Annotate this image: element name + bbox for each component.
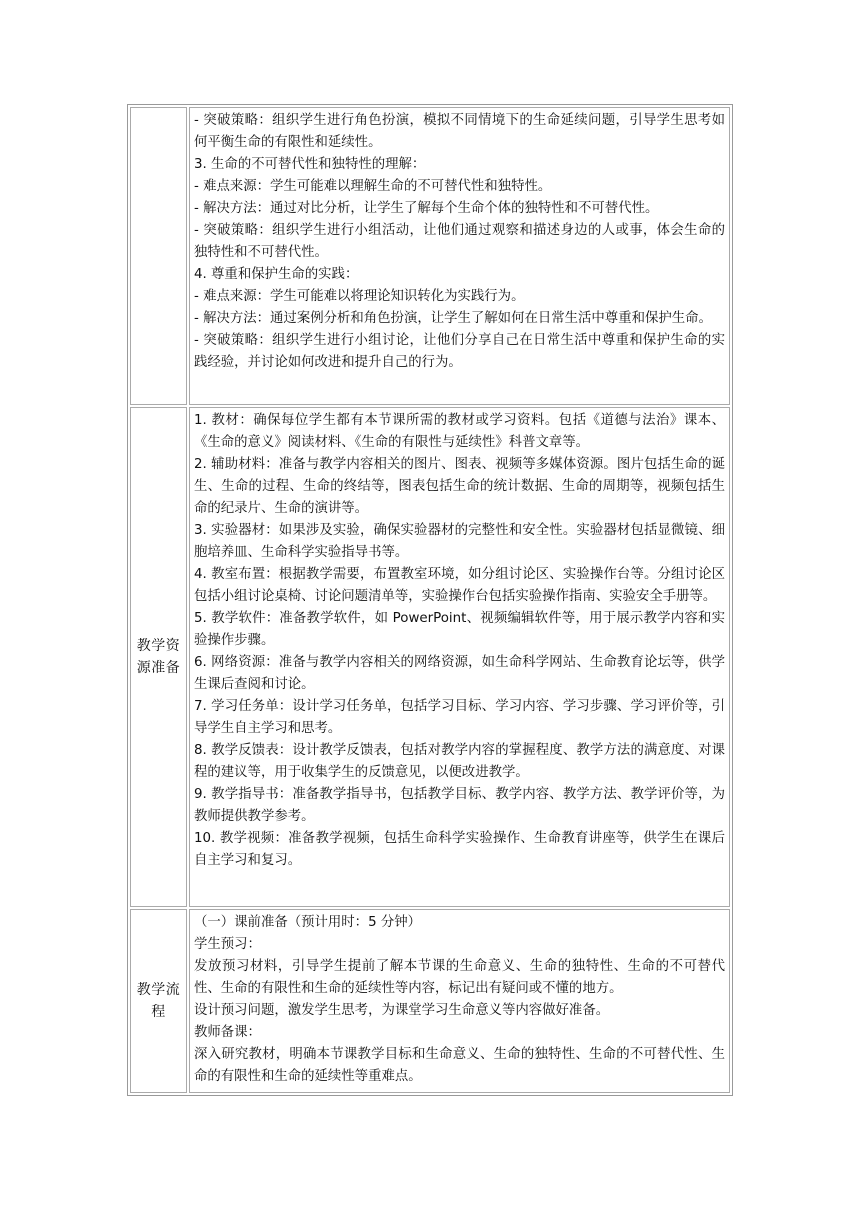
paragraph: 9. 教学指导书：准备教学指导书，包括教学目标、教学内容、教学方法、教学评价等，为教师提供教学参考。 — [194, 787, 725, 824]
table-row — [130, 407, 730, 907]
paragraph: 4. 教室布置：根据教学需要，布置教室环境，如分组讨论区、实验操作台等。分组讨论区包括小组讨论桌椅、讨论问题清单等，实验操作台包括实验操作指南、实验安全手册等。 — [194, 567, 725, 604]
paragraph: - 突破策略：组织学生进行小组活动，让他们通过观察和描述身边的人或事，体会生命的独特性和不可替代性。 — [194, 223, 725, 260]
paragraph: - 突破策略：组织学生进行角色扮演，模拟不同情境下的生命延续问题，引导学生思考如何平衡生命的有限性和延续性。 — [194, 113, 725, 150]
paragraph: - 解决方法：通过对比分析，让学生了解每个生命个体的独特性和不可替代性。 — [194, 201, 659, 216]
difficulty-strategies — [190, 108, 729, 376]
paragraph: 10. 教学视频：准备教学视频，包括生命科学实验操作、生命教育讲座等，供学生在课后自主学习和复习。 — [194, 831, 725, 868]
row-label-cell — [130, 909, 187, 1093]
paragraph: 2. 辅助材料：准备与教学内容相关的图片、图表、视频等多媒体资源。图片包括生命的诞生、生命的过程、生命的终结等，图表包括生命的统计数据、生命的周期等，视频包括生命的纪录片、生命的演讲等。 — [194, 457, 725, 516]
paragraph: （一）课前准备（预计用时：5 分钟） — [194, 915, 422, 930]
paragraph: 3. 实验器材：如果涉及实验，确保实验器材的完整性和安全性。实验器材包括显微镜、细胞培养皿、生命科学实验指导书等。 — [194, 523, 725, 560]
paragraph: 教师备课： — [194, 1025, 261, 1040]
row-label-cell — [130, 107, 187, 405]
paragraph: - 突破策略：组织学生进行小组讨论，让他们分享自己在日常生活中尊重和保护生命的实践经验，并讨论如何改进和提升自己的行为。 — [194, 333, 725, 370]
paragraph: 1. 教材：确保每位学生都有本节课所需的教材或学习资料。包括《道德与法治》课本、《生命的意义》阅读材料、《生命的有限性与延续性》科普文章等。 — [194, 413, 725, 450]
paragraph: 设计预习问题，激发学生思考，为课堂学习生命意义等内容做好准备。 — [194, 1003, 610, 1018]
paragraph: 8. 教学反馈表：设计教学反馈表，包括对教学内容的掌握程度、教学方法的满意度、对课程的建议等，用于收集学生的反馈意见，以便改进教学。 — [194, 743, 725, 780]
paragraph: 6. 网络资源：准备与教学内容相关的网络资源，如生命科学网站、生命教育论坛等，供学生课后查阅和讨论。 — [194, 655, 725, 692]
paragraph: - 难点来源：学生可能难以将理论知识转化为实践行为。 — [194, 289, 525, 304]
paragraph: - 解决方法：通过案例分析和角色扮演，让学生了解如何在日常生活中尊重和保护生命。 — [194, 311, 712, 326]
paragraph: 5. 教学软件：准备教学软件，如 PowerPoint、视频编辑软件等，用于展示教学内容和实验操作步骤。 — [194, 611, 725, 648]
table-row — [130, 107, 730, 405]
teaching-resources — [190, 408, 729, 874]
lesson-plan-table — [127, 104, 733, 1096]
table-row — [130, 909, 730, 1093]
row-label: 教学流程 — [136, 982, 181, 1020]
paragraph: 发放预习材料，引导学生提前了解本节课的生命意义、生命的独特性、生命的不可替代性、生命的有限性和生命的延续性等内容，标记出有疑问或不懂的地方。 — [194, 959, 725, 996]
row-label: 教学资源准备 — [136, 638, 181, 676]
paragraph: 3. 生命的不可替代性和独特性的理解： — [194, 157, 426, 172]
paragraph: 4. 尊重和保护生命的实践： — [194, 267, 359, 282]
paragraph: 7. 学习任务单：设计学习任务单，包括学习目标、学习内容、学习步骤、学习评价等，引导学生自主学习和思考。 — [194, 699, 725, 736]
content-cell — [189, 407, 730, 907]
paragraph: - 难点来源：学生可能难以理解生命的不可替代性和独特性。 — [194, 179, 552, 194]
paragraph: 学生预习： — [194, 937, 261, 952]
content-cell — [189, 909, 730, 1093]
paragraph: 深入研究教材，明确本节课教学目标和生命意义、生命的独特性、生命的不可替代性、生命的有限性和生命的延续性等重难点。 — [194, 1047, 725, 1084]
content-cell — [189, 107, 730, 405]
row-label-cell — [130, 407, 187, 907]
teaching-process — [190, 910, 729, 1090]
